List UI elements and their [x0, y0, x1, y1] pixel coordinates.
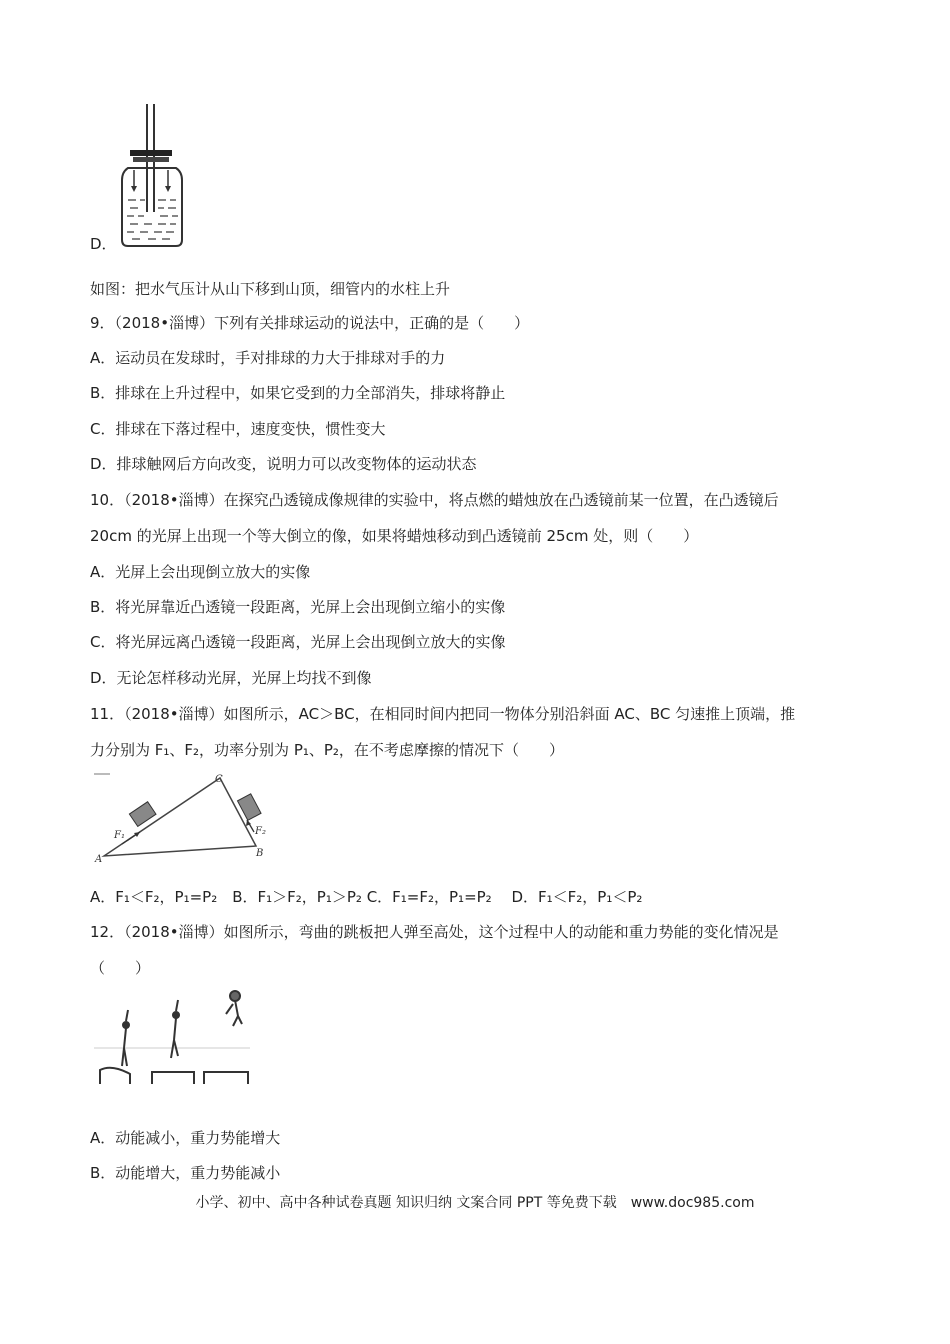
label-b: B: [256, 848, 264, 859]
q9-option-a: A．运动员在发球时，手对排球的力大于排球对手的力: [90, 349, 446, 367]
q8-option-d-label: D．: [90, 235, 117, 253]
barometer-figure: [118, 100, 190, 250]
q10-option-a: A．光屏上会出现倒立放大的实像: [90, 563, 311, 581]
q12-option-a: A．动能减小，重力势能增大: [90, 1129, 281, 1147]
q12-option-b: B．动能增大，重力势能减小: [90, 1164, 281, 1182]
q11-options: A．F₁＜F₂，P₁=P₂ B．F₁＞F₂，P₁＞P₂ C．F₁=F₂，P₁=P₂ D．F₁＜F₂，P₁＜P₂: [90, 888, 643, 906]
label-a: A: [95, 854, 103, 864]
incline-figure: [92, 772, 272, 864]
q11-stem-line1: 11．（2018•淄博）如图所示，AC＞BC，在相同时间内把同一物体分别沿斜面 AC、BC 匀速推上顶端，推: [90, 705, 796, 723]
label-f1: F₁: [114, 830, 125, 841]
q12-stem-line2: （ ）: [90, 959, 151, 977]
q10-stem-line2: 20cm 的光屏上出现一个等大倒立的像，如果将蜡烛移动到凸透镜前 25cm 处，则（ ）: [90, 527, 699, 545]
q9-option-d: D．排球触网后方向改变，说明力可以改变物体的运动状态: [90, 455, 477, 473]
label-f2: F₂: [255, 826, 266, 837]
q8-figure-caption: 如图：把水气压计从山下移到山顶，细管内的水柱上升: [90, 280, 451, 298]
q9-option-b: B．排球在上升过程中，如果它受到的力全部消失，排球将静止: [90, 384, 506, 402]
q10-stem-line1: 10．（2018•淄博）在探究凸透镜成像规律的实验中，将点燃的蜡烛放在凸透镜前某一位置，在凸透镜后: [90, 491, 779, 509]
q10-option-b: B．将光屏靠近凸透镜一段距离，光屏上会出现倒立缩小的实像: [90, 598, 506, 616]
springboard-figure: [92, 988, 252, 1088]
q9-stem: 9．（2018•淄博）下列有关排球运动的说法中，正确的是（ ）: [90, 314, 530, 332]
q10-option-c: C．将光屏远离凸透镜一段距离，光屏上会出现倒立放大的实像: [90, 633, 506, 651]
q12-stem-line1: 12．（2018•淄博）如图所示，弯曲的跳板把人弹至高处，这个过程中人的动能和重力势能的变化情况是: [90, 923, 779, 941]
label-c: C: [215, 774, 223, 785]
q9-option-c: C．排球在下落过程中，速度变快，惯性变大: [90, 420, 386, 438]
q10-option-d: D．无论怎样移动光屏，光屏上均找不到像: [90, 669, 372, 687]
q11-stem-line2: 力分别为 F₁、F₂，功率分别为 P₁、P₂，在不考虑摩擦的情况下（ ）: [90, 741, 564, 759]
page-footer: 小学、初中、高中各种试卷真题 知识归纳 文案合同 PPT 等免费下载 www.doc985.com: [195, 1195, 755, 1211]
